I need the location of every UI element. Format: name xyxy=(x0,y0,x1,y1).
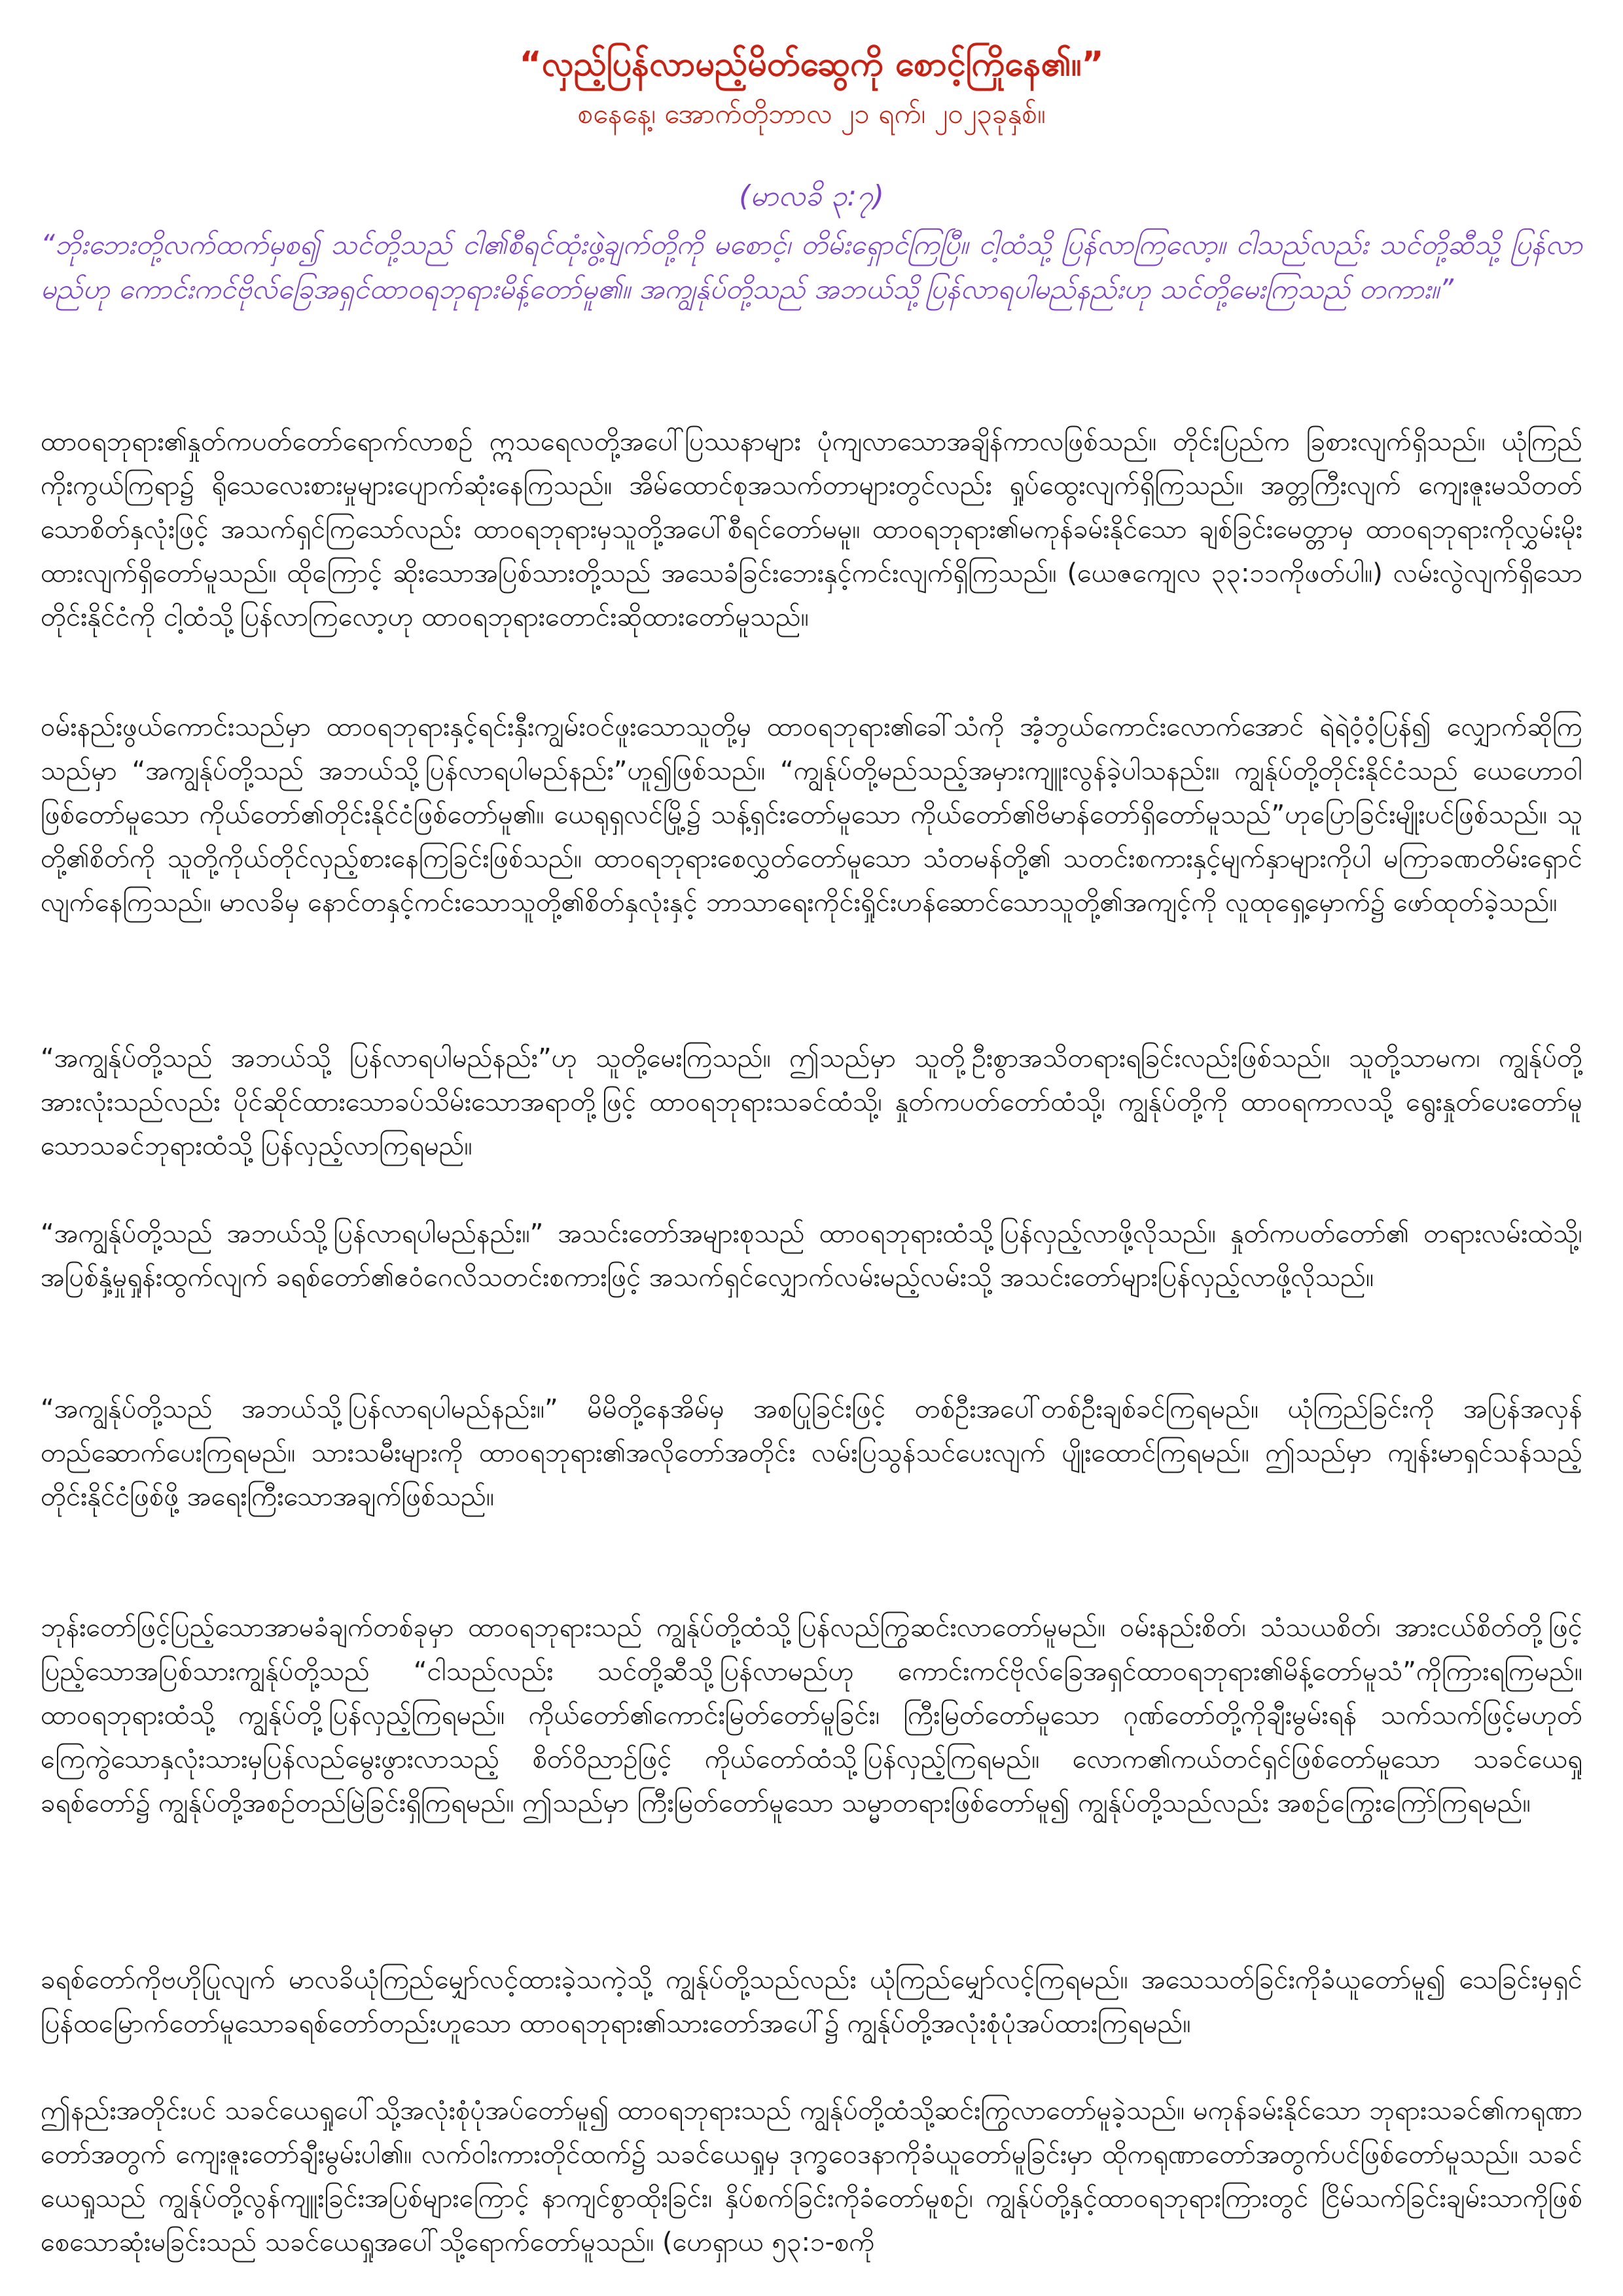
page-date: စနေနေ့၊ အောက်တိုဘာလ ၂၁ ရက်၊ ၂၀၂၃ခုနှစ်။ xyxy=(577,98,1046,130)
body-paragraph-6: ဘုန်းတော်ဖြင့်ပြည့်သောအာမခံချက်တစ်ခုမှာ ထာဝရဘုရားသည် ကျွန်ုပ်တို့ထံသို့ပြန်လည်ကြွဆင်းလာတော်မူမည်။ ဝမ်းနည်းစိတ်၊ သံသယစိတ်၊ အားငယ်စိတ်တို့ဖြင့်ပြည့်သောအပြစ်သားကျွန်ုပ်တို့သည် “ငါသည်လည်း သင်တို့ဆီသို့ပြန်လာမည်ဟု ကောင်းကင်ဗိုလ်ခြေအရှင်ထာဝရဘုရား၏မိန့်တော်မူသံ”ကိုကြားရကြမည်။ ထာဝရဘုရားထံသို့ ကျွန်ုပ်တို့ပြန်လှည့်ကြရမည်။ ကိုယ်တော်၏ကောင်းမြတ်တော်မူခြင်း၊ ကြီးမြတ်တော်မူသော ဂုဏ်တော်တို့ကိုချီးမွမ်းရန် သက်သက်ဖြင့်မဟုတ် ကြေကွဲသောနှလုံးသားမှပြန်လည်မွေးဖွားလာသည့် စိတ်ဝိညာဉ်ဖြင့် ကိုယ်တော်ထံသို့ပြန်လှည့်ကြရမည်။ လောက၏ကယ်တင်ရှင်ဖြစ်တော်မူသော သခင်ယေရှုခရစ်တော်၌ ကျွန်ုပ်တို့အစဉ်တည်မြဲခြင်းရှိကြရမည်။ ဤသည်မှာ ကြီးမြတ်တော်မူသော သမ္မာတရားဖြစ်တော်မူ၍ ကျွန်ုပ်တို့သည်လည်း အစဉ်ကြွေးကြော်ကြရမည်။ xyxy=(41,1613,1582,1818)
body-paragraph-7: ခရစ်တော်ကိုဗဟိုပြုလျက် မာလခိယုံကြည်မျှော်လင့်ထားခဲ့သကဲ့သို့ ကျွန်ုပ်တို့သည်လည်း ယုံကြည်မျှော်လင့်ကြရမည်။ အသေသတ်ခြင်းကိုခံယူတော်မူ၍ သေခြင်းမှရှင်ပြန်ထမြောက်တော်မူသောခရစ်တော်တည်းဟူသော ထာဝရဘုရား၏သားတော်အပေါ်၌ ကျွန်ုပ်တို့အလုံးစုံပုံအပ်ထားကြရမည်။ xyxy=(41,1965,1582,2039)
body-paragraph-5: “အကျွန်ုပ်တို့သည် အဘယ်သို့ပြန်လာရပါမည်နည်း။” မိမိတို့နေအိမ်မှ အစပြုခြင်းဖြင့် တစ်ဦးအပေါ်တစ်ဦးချစ်ခင်ကြရမည်။ ယုံကြည်ခြင်းကို အပြန်အလှန်တည်ဆောက်ပေးကြရမည်။ သားသမီးများကို ထာဝရဘုရား၏အလိုတော်အတိုင်း လမ်းပြသွန်သင်ပေးလျက် ပျိုးထောင်ကြရမည်။ ဤသည်မှာ ကျန်းမာရှင်သန်သည့်တိုင်းနိုင်ငံဖြစ်ဖို့ အရေးကြီးသောအချက်ဖြစ်သည်။ xyxy=(41,1394,1582,1512)
body-paragraph-2: ဝမ်းနည်းဖွယ်ကောင်းသည်မှာ ထာဝရဘုရားနှင့်ရင်းနှီးကျွမ်းဝင်ဖူးသောသူတို့မှ ထာဝရဘုရား၏ခေါ်သံကို အံ့ဘွယ်ကောင်းလောက်အောင် ရဲရဲဝံ့ဝံ့ပြန်၍ လျှောက်ဆိုကြသည်မှာ “အကျွန်ုပ်တို့သည် အဘယ်သို့ပြန်လာရပါမည်နည်း”ဟူ၍ဖြစ်သည်။ “ကျွန်ုပ်တို့မည်သည့်အမှားကျူးလွန်ခဲ့ပါသနည်း။ ကျွန်ုပ်တို့တိုင်းနိုင်ငံသည် ယေဟောဝါဖြစ်တော်မူသော ကိုယ်တော်၏တိုင်းနိုင်ငံဖြစ်တော်မူ၏။ ယေရုရှလင်မြို့၌ သန့်ရှင်းတော်မူသော ကိုယ်တော်၏ဗိမာန်တော်ရှိတော်မူသည်”ဟုပြောခြင်းမျိုးပင်ဖြစ်သည်။ သူတို့၏စိတ်ကို သူတို့ကိုယ်တိုင်လှည့်စားနေကြခြင်းဖြစ်သည်။ ထာဝရဘုရားစေလွှတ်တော်မူသော သံတမန်တို့၏ သတင်းစကားနှင့်မျက်နှာများကိုပါ မကြာခဏတိမ်းရှောင်လျက်နေကြသည်။ မာလခိမှ နောင်တနှင့်ကင်းသောသူတို့၏စိတ်နှလုံးနှင့် ဘာသာရေးကိုင်းရှိုင်းဟန်ဆောင်သောသူတို့၏အကျင့်ကို လူထုရှေ့မှောက်၌ ဖော်ထုတ်ခဲ့သည်။ xyxy=(41,712,1582,918)
body-paragraph-1: ထာဝရဘုရား၏နှုတ်ကပတ်တော်ရောက်လာစဉ် ဣသရေလတို့အပေါ်ပြဿနာများ ပုံကျလာသောအချိန်ကာလဖြစ်သည်။ တိုင်းပြည်က ခြစားလျက်ရှိသည်။ ယုံကြည်ကိုးကွယ်ကြရာ၌ ရိုသေလေးစားမှုများပျောက်ဆုံးနေကြသည်။ အိမ်ထောင်စုအသက်တာများတွင်လည်း ရှုပ်ထွေးလျက်ရှိကြသည်။ အတ္တကြီးလျက် ကျေးဇူးမသိတတ်သောစိတ်နှလုံးဖြင့် အသက်ရှင်ကြသော်လည်း ထာဝရဘုရားမှသူတို့အပေါ်စီရင်တော်မမူ။ ထာဝရဘုရား၏မကုန်ခမ်းနိုင်သော ချစ်ခြင်းမေတ္တာမှ ထာဝရဘုရားကိုလွှမ်းမိုးထားလျက်ရှိတော်မူသည်။ ထိုကြောင့် ဆိုးသောအပြစ်သားတို့သည် အသေခံခြင်းဘေးနှင့်ကင်းလျက်ရှိကြသည်။ (ယေဇကျေလ ၃၃:၁၁ကိုဖတ်ပါ။) လမ်းလွဲလျက်ရှိသောတိုင်းနိုင်ငံကို ငါ့ထံသို့ပြန်လာကြလော့ဟု ထာဝရဘုရားတောင်းဆိုထားတော်မူသည်။ xyxy=(41,427,1582,632)
verse-reference: (မာလခိ ၃:၇) xyxy=(739,179,884,213)
body-paragraph-8: ဤနည်းအတိုင်းပင် သခင်ယေရှုပေါ်သို့အလုံးစုံပုံအပ်တော်မူ၍ ထာဝရဘုရားသည် ကျွန်ုပ်တို့ထံသို့ဆင်းကြွလာတော်မူခဲ့သည်။ မကုန်ခမ်းနိုင်သော ဘုရားသခင်၏ကရုဏာတော်အတွက် ကျေးဇူးတော်ချီးမွမ်းပါ၏။ လက်ဝါးကားတိုင်ထက်၌ သခင်ယေရှုမှ ဒုက္ခဝေဒနာကိုခံယူတော်မူခြင်းမှာ ထိုကရုဏာတော်အတွက်ပင်ဖြစ်တော်မူသည်။ သခင်ယေရှုသည် ကျွန်ုပ်တို့လွန်ကျူးခြင်းအပြစ်များကြောင့် နာကျင်စွာထိုးခြင်း၊ နှိပ်စက်ခြင်းကိုခံတော်မူစဉ်၊ ကျွန်ုပ်တို့နှင့်ထာဝရဘုရားကြားတွင် ငြိမ်သက်ခြင်းချမ်းသာကိုဖြစ်စေသောဆုံးမခြင်းသည် သခင်ယေရှုအပေါ်သို့ရောက်တော်မူသည်။ (ဟေရှာယ ၅၃:၁-စကို xyxy=(41,2096,1582,2257)
body-paragraph-4: “အကျွန်ုပ်တို့သည် အဘယ်သို့ပြန်လာရပါမည်နည်း။” အသင်းတော်အများစုသည် ထာဝရဘုရားထံသို့ပြန်လှည့်လာဖို့လိုသည်။ နှုတ်ကပတ်တော်၏ တရားလမ်းထဲသို့၊ အပြစ်နှံ့မှုရှုန်းထွက်လျက် ခရစ်တော်၏ဧဝံဂေလိသတင်းစကားဖြင့် အသက်ရှင်လျှောက်လမ်းမည့်လမ်းသို့ အသင်းတော်များပြန်လှည့်လာဖို့လိုသည်။ xyxy=(41,1219,1582,1293)
page-title: “လှည့်ပြန်လာမည့်မိတ်ဆွေကို စောင့်ကြိုနေ၏။” xyxy=(519,45,1104,84)
verse-text: “ဘိုးဘေးတို့လက်ထက်မှစ၍ သင်တို့သည် ငါ၏စီရင်ထုံးဖွဲ့ချက်တို့ကို မစောင့်၊ တိမ်းရှောင်ကြပြီ။ ငါ့ထံသို့ ပြန်လာကြလော့။ ငါသည်လည်း သင်တို့ဆီသို့ ပြန်လာမည်ဟု ကောင်းကင်ဗိုလ်ခြေအရှင်ထာဝရဘုရားမိန့်တော်မူ၏။ အကျွန်ုပ်တို့သည် အဘယ်သို့ပြန်လာရပါမည်နည်းဟု သင်တို့မေးကြသည် တကား။” xyxy=(41,228,1582,305)
body-paragraph-3: “အကျွန်ုပ်တို့သည် အဘယ်သို့ ပြန်လာရပါမည်နည်း”ဟု သူတို့မေးကြသည်။ ဤသည်မှာ သူတို့ဦးစွာအသိတရားရခြင်းလည်းဖြစ်သည်။ သူတို့သာမက၊ ကျွန်ုပ်တို့အားလုံးသည်လည်း ပိုင်ဆိုင်ထားသောခပ်သိမ်းသောအရာတို့ဖြင့် ထာဝရဘုရားသခင်ထံသို့၊ နှုတ်ကပတ်တော်ထံသို့၊ ကျွန်ုပ်တို့ကို ထာဝရကာလသို့ ရွေးနှုတ်ပေးတော်မူသောသခင်ဘုရားထံသို့ ပြန်လှည့်လာကြရမည်။ xyxy=(41,1043,1582,1161)
